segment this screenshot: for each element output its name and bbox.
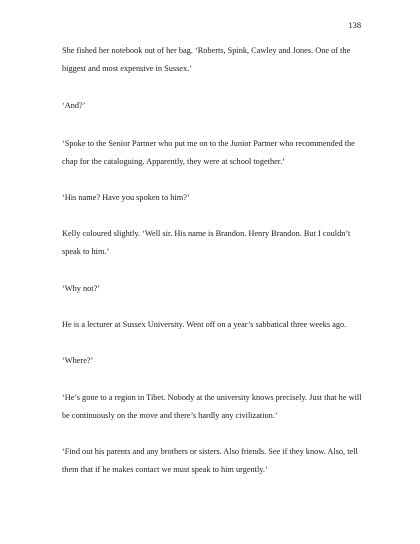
page-number: 138 (348, 21, 361, 30)
paragraph-6 (62, 280, 362, 298)
paragraph-line: She fished her notebook out of her bag. ‘Roberts, Spink, Cawley and Jones. One of the (62, 46, 351, 55)
paragraph-9 (62, 389, 362, 424)
paragraph-line: biggest and most expensive in Sussex.’ (62, 63, 192, 73)
paragraph-line: ‘And?’ (62, 101, 86, 110)
paragraph-line: ‘Spoke to the Senior Partner who put me on to the Junior Partner who recommended the (62, 139, 355, 148)
paragraph-5 (62, 225, 362, 260)
paragraph-line: ‘Find out his parents and any brothers or sisters. Also friends. See if they know. Also, tell (62, 447, 358, 456)
paragraph-line: be continuously on the move and there’s hardly any civilization.’ (62, 410, 278, 420)
paragraph-line: chap for the cataloguing. Apparently, they were at school together.’ (62, 156, 285, 166)
paragraph-8 (62, 352, 362, 370)
paragraph-4 (62, 189, 362, 207)
paragraph-10 (62, 443, 362, 478)
paragraph-line: them that if he makes contact we must speak to him urgently.’ (62, 464, 268, 474)
paragraph-3 (62, 135, 362, 170)
paragraph-2 (62, 97, 362, 115)
paragraph-line: ‘He’s gone to a region in Tibet. Nobody at the university knows precisely. Just that he will (62, 393, 362, 402)
paragraph-line: ‘His name? Have you spoken to him?’ (62, 193, 190, 202)
paragraph-7 (62, 316, 362, 334)
paragraph-line: ‘Why not?’ (62, 284, 101, 293)
paragraph-line: ‘Where?’ (62, 356, 94, 365)
paragraph-line: Kelly coloured slightly. ‘Well sir. His name is Brandon. Henry Brandon. But I couldn’t (62, 229, 351, 238)
paragraph-1 (62, 42, 362, 77)
paragraph-line: speak to him.’ (62, 246, 110, 256)
paragraph-line: He is a lecturer at Sussex University. Went off on a year’s sabbatical three weeks ago. (62, 320, 347, 329)
